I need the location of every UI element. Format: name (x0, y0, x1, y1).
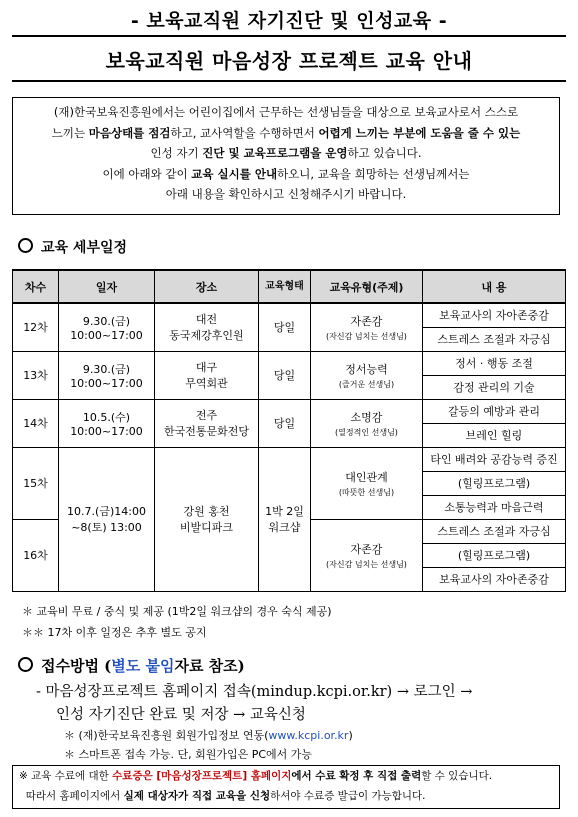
schedule-heading: 교육 세부일정 (18, 237, 127, 257)
col-header: 일자 (59, 270, 155, 303)
circle-bullet-icon (18, 238, 33, 253)
table-row: 15차 10.7.(금)14:00 ~8(토) 13:00 강원 홍천 비발디파크 1박 2일 워크샵 대인관계 (따뜻한 선생님) 타인 배려와 공감능력 증진 (13, 447, 566, 471)
intro-box: (재)한국보육진흥원에서는 어린이집에서 근무하는 선생님들을 대상으로 보육교사로서 스스로 느끼는 마음상태를 점검하고, 교사역할을 수행하면서 어렵게 느끼는 부분에 도움을 줄 수 있는 인성 자기 진단 및 교육프로그램을 운영하고 있습니다. 이에 아래와 같이 교육 실시를 안내하오니, 교육을 희망하는 선생님께서는 아래 내용을 확인하시고 신청해주시기 바랍니다. (12, 97, 560, 215)
apply-heading: 접수방법 (별도 붙임자료 참조) (18, 655, 245, 676)
schedule-table: 차수 일자 장소 교육형태 교육유형(주제) 내 용 12차 9.30.(금) 10:00~17:00 대전 동국제강후인원 당일 자존감 (자신감 넘치는 선생님) 보육교사의 자아존중감 스트레스 조절과 자긍심 13차 9.30.(금) 10:00~17:00 대구 무역회관 당일 정서능력 (즐거운 선생님) 정서 · 행동 조절 감정 관리의 기술 14차 10.5.(수) 10:00~17:00 전주 한국전통문화전당 당일 소명감 (열정적인 선생님) 갈등의 예방과 관리 브레인 힐링 15차 10.7.(금)14:00 ~8(토) 13:00 강원 홍천 비발디파크 1박 2일 워크샵 대인관계 (따뜻한 선생님) 타인 배려와 공감능력 증진 (힐링프로그램) 소통능력과 마음근력 16차 자존감 (자신감 넘치는 선생님) 스트레스 조절과 자긍심 (힐링프로그램) 보육교사의 자아존중감 (12, 269, 566, 592)
apply-step-line: - 마음성장프로젝트 홈페이지 접속(mindup.kcpi.or.kr) → 로그인 → (36, 684, 473, 700)
col-header: 교육형태 (259, 270, 311, 303)
table-row: 16차 자존감 (자신감 넘치는 선생님) 스트레스 조절과 자긍심 (13, 519, 566, 543)
page-subtitle: - 보육교직원 자기진단 및 인성교육 - (130, 10, 448, 32)
schedule-note: ＊＊ 17차 이후 일정은 추후 별도 공지 (22, 626, 207, 639)
col-header: 장소 (155, 270, 259, 303)
col-header: 차수 (13, 270, 59, 303)
divider (12, 35, 566, 37)
circle-bullet-icon (18, 657, 33, 672)
table-row: 14차 10.5.(수) 10:00~17:00 전주 한국전통문화전당 당일 소명감 (열정적인 선생님) 갈등의 예방과 관리 (13, 399, 566, 423)
table-row: 12차 9.30.(금) 10:00~17:00 대전 동국제강후인원 당일 자존감 (자신감 넘치는 선생님) 보육교사의 자아존중감 (13, 303, 566, 327)
col-header: 교육유형(주제) (311, 270, 423, 303)
page-title: 보육교직원 마음성장 프로젝트 교육 안내 (105, 49, 473, 73)
apply-sub-note: ＊ 스마트폰 접속 가능. 단, 회원가입은 PC에서 가능 (64, 748, 313, 761)
schedule-note: ＊ 교육비 무료 / 중식 및 제공 (1박2일 워크샵의 경우 숙식 제공) (22, 605, 332, 618)
kcpi-link[interactable]: www.kcpi.or.kr (268, 729, 349, 742)
certificate-notice: ※ 교육 수료에 대한 수료증은 [마음성장프로젝트] 홈페이지에서 수료 확정 후 직접 출력할 수 있습니다. 따라서 홈페이지에서 실제 대상자가 직접 교육을 신청하셔야 수료증 발급이 가능합니다. (12, 765, 560, 809)
table-row: 13차 9.30.(금) 10:00~17:00 대구 무역회관 당일 정서능력 (즐거운 선생님) 정서 · 행동 조절 (13, 351, 566, 375)
apply-step-line: 인성 자기진단 완료 및 저장 → 교육신청 (56, 707, 306, 723)
apply-sub-note: ＊ (재)한국보육진흥원 회원가입정보 연동(www.kcpi.or.kr) (64, 729, 353, 742)
divider (12, 80, 566, 82)
col-header: 내 용 (423, 270, 566, 303)
